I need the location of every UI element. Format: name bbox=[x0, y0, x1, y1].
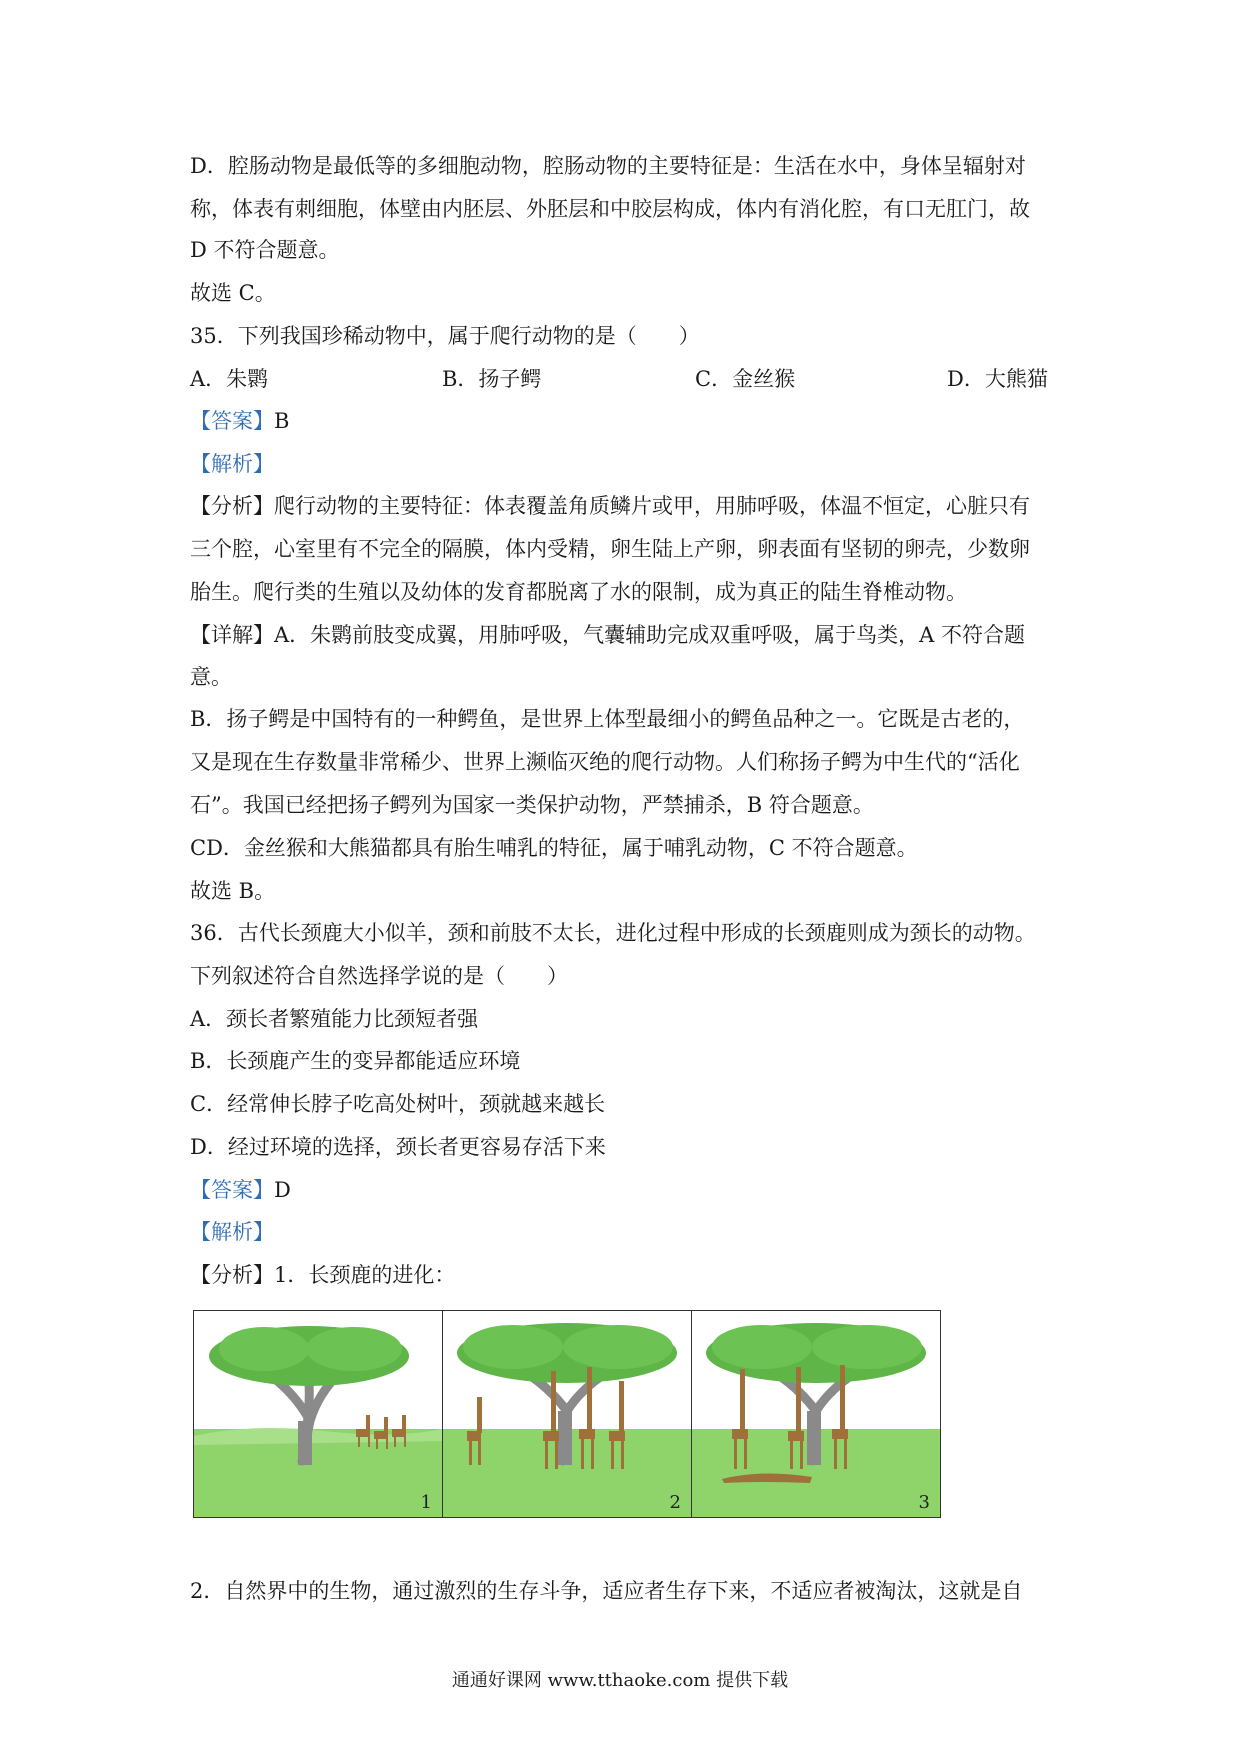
figure-panel-2 bbox=[443, 1311, 692, 1517]
analysis-line: 三个腔，心室里有不完全的隔膜，体内受精，卵生陆上产卵，卵表面有坚韧的卵壳，少数卵 bbox=[190, 537, 1030, 561]
option-b: B．扬子鳄 bbox=[442, 367, 542, 391]
option-b: B．长颈鹿产生的变异都能适应环境 bbox=[190, 1049, 521, 1073]
figure-panel-1 bbox=[194, 1311, 443, 1517]
option-d: D．大熊猫 bbox=[947, 367, 1048, 391]
detail-line: CD．金丝猴和大熊猫都具有胎生哺乳的特征，属于哺乳动物，C 不符合题意。 bbox=[190, 836, 918, 860]
option-d: D．经过环境的选择，颈长者更容易存活下来 bbox=[190, 1135, 606, 1159]
option-c: C．金丝猴 bbox=[695, 367, 796, 391]
figure-panel-3 bbox=[692, 1311, 940, 1517]
detail-line: 又是现在生存数量非常稀少、世界上濒临灭绝的爬行动物。人们称扬子鳄为中生代的“活化 bbox=[190, 750, 1020, 774]
question-36-stem: 36．古代长颈鹿大小似羊，颈和前肢不太长，进化过程中形成的长颈鹿则成为颈长的动物。 bbox=[190, 921, 1036, 945]
text-line: 2．自然界中的生物，通过激烈的生存斗争，适应者生存下来，不适应者被淘汰，这就是自 bbox=[190, 1579, 1023, 1603]
analysis-line: 【分析】1．长颈鹿的进化： bbox=[190, 1263, 456, 1287]
analysis-tag: 【解析】 bbox=[190, 452, 274, 476]
detail-line: 【详解】A．朱鹮前肢变成翼，用肺呼吸，气囊辅助完成双重呼吸，属于鸟类，A 不符合题 bbox=[190, 623, 1026, 647]
detail-line: 意。 bbox=[190, 665, 232, 689]
question-36-stem: 下列叙述符合自然选择学说的是（ ） bbox=[190, 964, 568, 988]
option-c: C．经常伸长脖子吃高处树叶，颈就越来越长 bbox=[190, 1092, 606, 1116]
text-line: 称，体表有刺细胞，体壁由内胚层、外胚层和中胶层构成，体内有消化腔，有口无肛门，故 bbox=[190, 197, 1030, 221]
text-line: D 不符合题意。 bbox=[190, 238, 340, 262]
question-35-stem: 35．下列我国珍稀动物中，属于爬行动物的是（ ） bbox=[190, 324, 700, 348]
answer-value: D bbox=[274, 1178, 291, 1202]
page-footer: 通通好课网 www.tthaoke.com 提供下载 bbox=[451, 1670, 789, 1691]
text-line: 故选 C。 bbox=[190, 281, 276, 305]
answer-36 bbox=[190, 1176, 1070, 1204]
answer-tag: 【答案】 bbox=[190, 1178, 274, 1202]
answer-35 bbox=[190, 407, 1070, 435]
text-line: D．腔肠动物是最低等的多细胞动物，腔肠动物的主要特征是：生活在水中，身体呈辐射对 bbox=[190, 154, 1026, 178]
analysis-line: 胎生。爬行类的生殖以及幼体的发育都脱离了水的限制，成为真正的陆生脊椎动物。 bbox=[190, 580, 967, 604]
panel-number: 3 bbox=[918, 1492, 930, 1513]
question-35-options bbox=[190, 365, 1070, 393]
detail-line: 故选 B。 bbox=[190, 879, 276, 903]
tree-giraffe-illustration bbox=[194, 1311, 442, 1517]
tree-giraffe-illustration bbox=[443, 1311, 691, 1517]
answer-value: B bbox=[274, 409, 290, 433]
tree-giraffe-illustration bbox=[692, 1311, 940, 1517]
analysis-line: 【分析】爬行动物的主要特征：体表覆盖角质鳞片或甲，用肺呼吸，体温不恒定，心脏只有 bbox=[190, 494, 1030, 518]
analysis-tag: 【解析】 bbox=[190, 1220, 274, 1244]
giraffe-evolution-figure bbox=[193, 1310, 941, 1518]
panel-number: 1 bbox=[420, 1492, 432, 1513]
answer-tag: 【答案】 bbox=[190, 409, 274, 433]
option-a: A．朱鹮 bbox=[190, 367, 269, 391]
option-a: A．颈长者繁殖能力比颈短者强 bbox=[190, 1007, 479, 1031]
detail-line: B．扬子鳄是中国特有的一种鳄鱼，是世界上体型最细小的鳄鱼品种之一。它既是古老的， bbox=[190, 707, 1025, 731]
detail-line: 石”。我国已经把扬子鳄列为国家一类保护动物，严禁捕杀，B 符合题意。 bbox=[190, 793, 874, 817]
panel-number: 2 bbox=[669, 1492, 681, 1513]
